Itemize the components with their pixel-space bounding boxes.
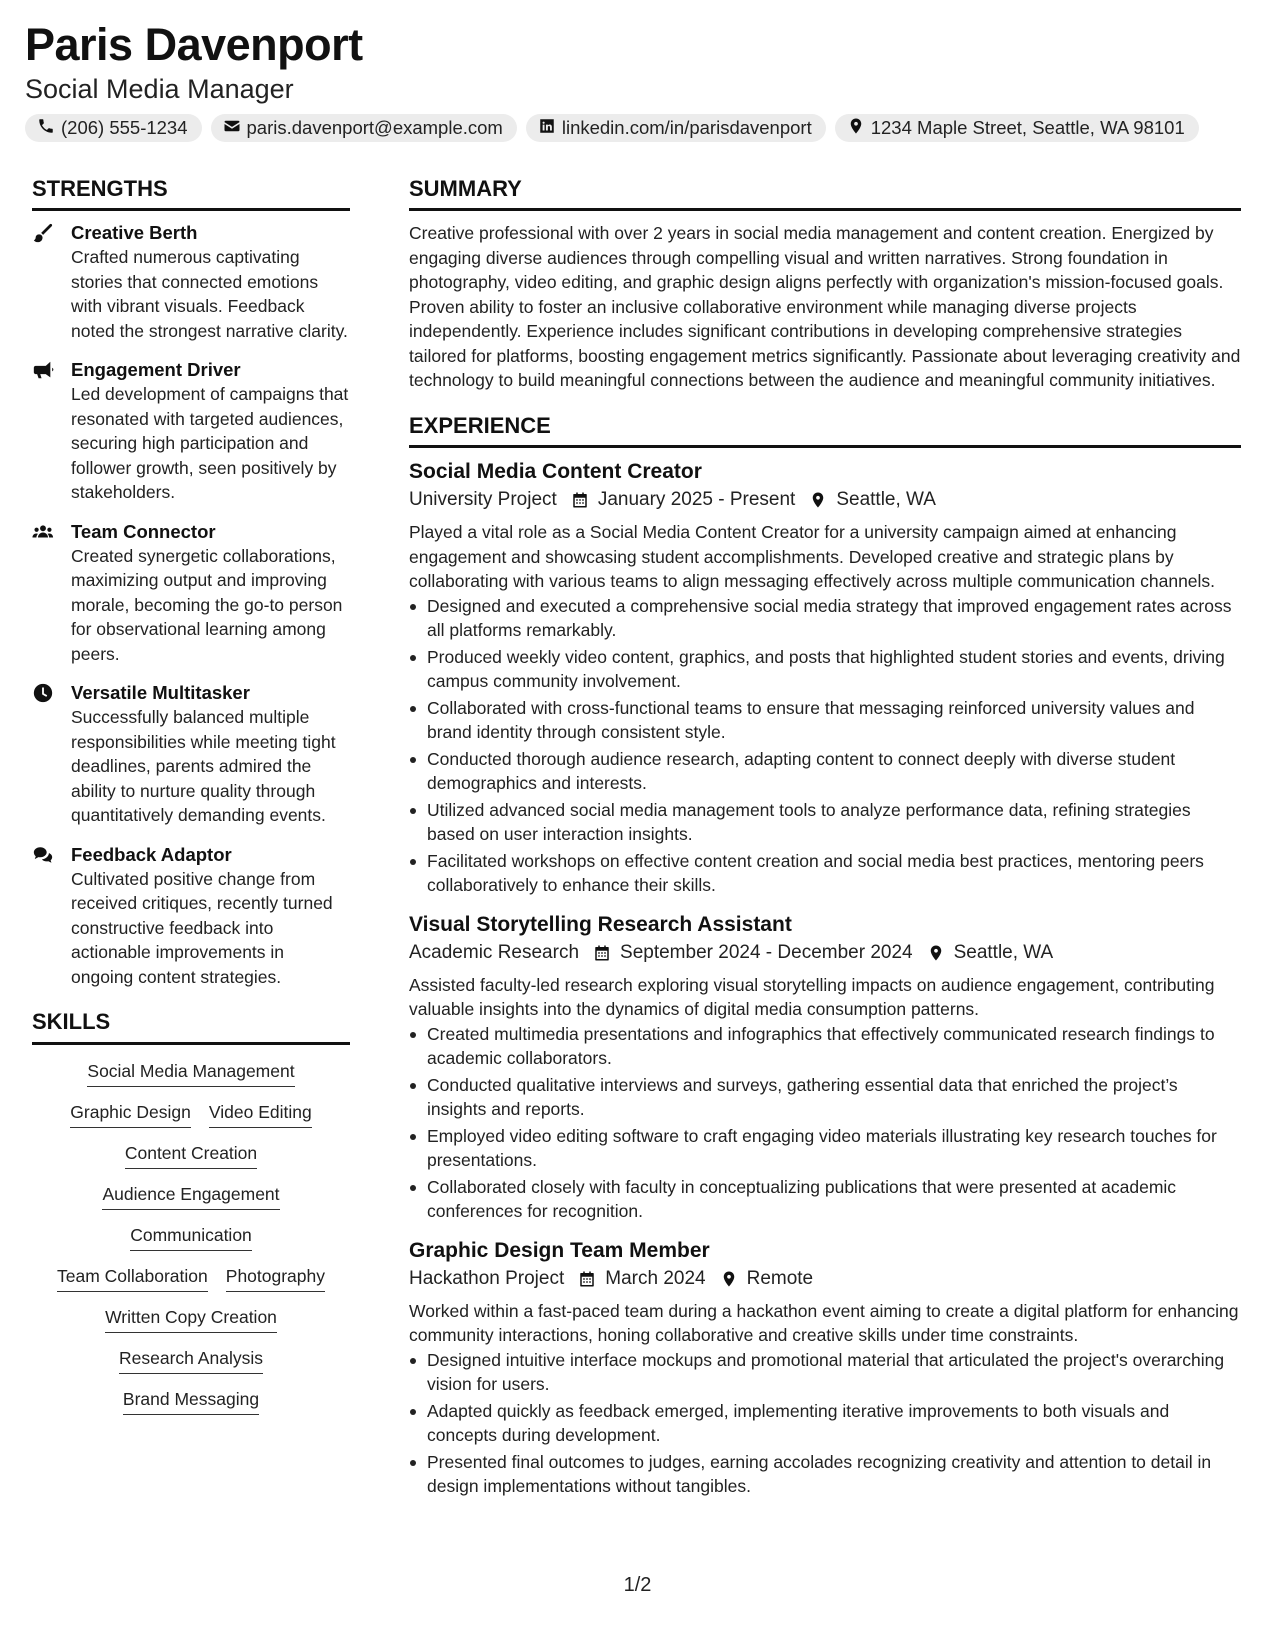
skill-tag: Team Collaboration <box>57 1264 208 1292</box>
megaphone-icon <box>32 359 54 381</box>
skills-list <box>32 1059 350 1415</box>
job-title: Graphic Design Team Member <box>409 1238 710 1262</box>
map-pin-icon <box>847 117 865 140</box>
skill-tag: Video Editing <box>209 1100 312 1128</box>
contact-linkedin-text: linkedin.com/in/parisdavenport <box>561 117 812 138</box>
job-entry <box>409 458 1241 898</box>
strength-title: Engagement Driver <box>71 359 241 381</box>
bullet-item: Produced weekly video content, graphics, and posts that highlighted student stories and events, driving campus community involvement. <box>409 645 1241 694</box>
job-dates: March 2024 <box>605 1267 706 1289</box>
job-organization: University Project <box>409 489 557 511</box>
job-meta <box>409 486 1241 514</box>
skill-tag: Content Creation <box>125 1141 257 1169</box>
phone-icon <box>37 117 55 140</box>
strength-item <box>32 358 350 505</box>
job-description: Assisted faculty-led research exploring visual storytelling impacts on audience engagement, contributing valuable insights into the dynamics of digital media consumption patterns. <box>409 974 1215 1020</box>
strength-title: Team Connector <box>71 520 216 542</box>
summary-text: Creative professional with over 2 years in social media management and content creation. Energized by engaging diverse audiences through compelling visual and written narratives. Strong foundation in photography, video editing, and graphic design aligns perfectly with organization's mission-focused goals. Proven ability to foster an inclusive collaborative environment while managing diverse projects independently. Experience includes significant contributions in developing comprehensive strategies tailored for platforms, boosting engagement metrics significantly. Passionate about leveraging creativity and technology to build meaningful connections between the audience and meaningful community initiatives. <box>409 223 1241 391</box>
candidate-name: Paris Davenport <box>25 19 363 70</box>
contact-address <box>835 114 1199 142</box>
job-location: Remote <box>746 1267 814 1289</box>
strength-description: Created synergetic collaborations, maximizing output and improving morale, becoming the go-to person for observational learning among peers. <box>71 545 343 664</box>
contact-address-text: 1234 Maple Street, Seattle, WA 98101 <box>870 117 1185 138</box>
job-description: Worked within a fast-paced team during a hackathon event aiming to create a digital platform for enhancing community interactions, honing collaborative and creative skills under time constraints. <box>409 1300 1239 1346</box>
contact-phone[interactable] <box>25 114 202 142</box>
job-meta <box>409 1265 1241 1293</box>
skill-tag: Written Copy Creation <box>105 1305 277 1333</box>
job-entry <box>409 911 1241 1224</box>
job-bullets <box>409 1348 1241 1499</box>
strength-description: Successfully balanced multiple responsibilities while meeting tight deadlines, parents admired the ability to nurture quality through quantitatively demanding events. <box>71 707 336 826</box>
strength-item <box>32 221 350 343</box>
strength-description: Cultivated positive change from received critiques, recently turned constructive feedback into actionable improvements in ongoing content strategies. <box>71 868 333 987</box>
map-pin-icon <box>927 944 945 962</box>
bullet-item: Collaborated closely with faculty in conceptualizing publications that were presented at academic conferences for recognition. <box>409 1175 1241 1224</box>
strengths-heading: STRENGTHS <box>32 176 350 211</box>
job-organization: Hackathon Project <box>409 1267 565 1289</box>
calendar-icon <box>593 944 611 962</box>
strength-title: Feedback Adaptor <box>71 843 232 865</box>
skill-tag: Photography <box>226 1264 325 1292</box>
strength-description: Crafted numerous captivating stories that connected emotions with vibrant visuals. Feedback noted the strongest narrative clarity. <box>71 247 348 341</box>
calendar-icon <box>578 1270 596 1288</box>
job-bullets <box>409 1022 1241 1224</box>
contact-phone-text: (206) 555-1234 <box>61 117 188 138</box>
clock-icon <box>32 682 54 704</box>
experience-heading: EXPERIENCE <box>409 413 1241 448</box>
summary-heading: SUMMARY <box>409 176 1241 211</box>
job-dates: January 2025 - Present <box>597 489 796 511</box>
skill-tag: Social Media Management <box>87 1059 294 1087</box>
skills-heading: SKILLS <box>32 1009 350 1044</box>
left-column <box>32 176 350 1428</box>
bullet-item: Adapted quickly as feedback emerged, implementing iterative improvements to both visuals and concepts during development. <box>409 1399 1241 1448</box>
linkedin-icon <box>538 117 556 140</box>
job-location: Seattle, WA <box>836 489 936 511</box>
skill-tag: Graphic Design <box>70 1100 191 1128</box>
contact-bar <box>25 114 1199 142</box>
skill-tag: Brand Messaging <box>123 1387 259 1415</box>
contact-linkedin[interactable] <box>526 114 826 142</box>
job-dates: September 2024 - December 2024 <box>620 941 913 963</box>
bullet-item: Created multimedia presentations and infographics that effectively communicated research findings to academic collaborators. <box>409 1022 1241 1071</box>
job-organization: Academic Research <box>409 941 580 963</box>
right-column <box>409 176 1241 1512</box>
bullet-item: Designed intuitive interface mockups and promotional material that articulated the project's overarching vision for users. <box>409 1348 1241 1397</box>
envelope-icon <box>223 117 241 140</box>
bullet-item: Facilitated workshops on effective content creation and social media best practices, mentoring peers collaboratively to enhance their skills. <box>409 849 1241 898</box>
job-meta <box>409 939 1241 967</box>
skill-tag: Communication <box>130 1223 252 1251</box>
comments-icon <box>32 844 54 866</box>
page-number: 1/2 <box>623 1574 652 1596</box>
strength-item <box>32 520 350 667</box>
skill-tag: Audience Engagement <box>102 1182 279 1210</box>
calendar-icon <box>571 491 589 509</box>
paintbrush-icon <box>32 222 54 244</box>
bullet-item: Conducted thorough audience research, adapting content to connect deeply with diverse student demographics and interests. <box>409 747 1241 796</box>
bullet-item: Presented final outcomes to judges, earning accolades recognizing creativity and attention to detail in design implementations without tangibles. <box>409 1450 1241 1499</box>
users-icon <box>32 521 54 543</box>
map-pin-icon <box>720 1270 738 1288</box>
contact-email-text: paris.davenport@example.com <box>246 117 503 138</box>
bullet-item: Employed video editing software to craft engaging video materials illustrating key research touches for presentations. <box>409 1124 1241 1173</box>
bullet-item: Designed and executed a comprehensive social media strategy that improved engagement rates across all platforms remarkably. <box>409 594 1241 643</box>
strength-item <box>32 681 350 828</box>
contact-email[interactable] <box>211 114 517 142</box>
bullet-item: Utilized advanced social media management tools to analyze performance data, refining strategies based on user interaction insights. <box>409 798 1241 847</box>
candidate-title: Social Media Manager <box>25 74 294 104</box>
map-pin-icon <box>809 491 827 509</box>
skill-tag: Research Analysis <box>119 1346 263 1374</box>
bullet-item: Conducted qualitative interviews and surveys, gathering essential data that enriched the project’s insights and reports. <box>409 1073 1241 1122</box>
job-title: Social Media Content Creator <box>409 460 702 484</box>
job-bullets <box>409 594 1241 898</box>
strength-title: Versatile Multitasker <box>71 682 250 704</box>
job-description: Played a vital role as a Social Media Content Creator for a university campaign aimed at enhancing engagement and showcasing student accomplishments. Developed creative and strategic plans by collaborating with various teams to align messaging effectively across multiple communication channels. <box>409 522 1216 592</box>
bullet-item: Collaborated with cross-functional teams to ensure that messaging reinforced university values and brand identity through consistent style. <box>409 696 1241 745</box>
job-entry <box>409 1237 1241 1499</box>
strength-title: Creative Berth <box>71 222 198 244</box>
strength-item <box>32 843 350 990</box>
job-title: Visual Storytelling Research Assistant <box>409 912 792 936</box>
job-location: Seattle, WA <box>953 941 1054 963</box>
strength-description: Led development of campaigns that resonated with targeted audiences, securing high participation and follower growth, seen positively by stakeholders. <box>71 384 349 503</box>
